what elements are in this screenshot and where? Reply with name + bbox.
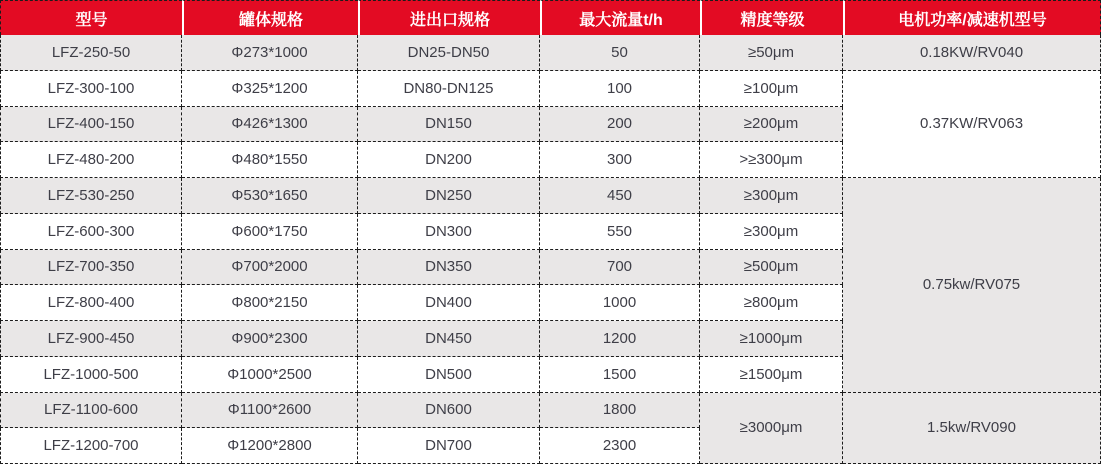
cell-tank-spec: Φ1200*2800 [182,428,358,464]
cell-port-spec: DN200 [358,142,540,178]
cell-max-flow: 200 [540,107,700,143]
cell-port-spec: DN450 [358,321,540,357]
cell-max-flow: 1500 [540,357,700,393]
cell-motor-reducer-merged: 1.5kw/RV090 [843,393,1101,465]
cell-tank-spec: Φ600*1750 [182,214,358,250]
table-row [0,178,1101,214]
cell-model: LFZ-400-150 [0,107,182,143]
cell-port-spec: DN350 [358,250,540,286]
cell-precision: ≥300μm [700,178,843,214]
cell-tank-spec: Φ800*2150 [182,285,358,321]
header-row [0,0,1101,35]
cell-precision: ≥1500μm [700,357,843,393]
table-row [0,393,1101,429]
col-header-precision: 精度等级 [700,0,843,35]
cell-precision-merged: ≥3000μm [700,393,843,465]
cell-precision: ≥50μm [700,35,843,71]
cell-port-spec: DN150 [358,107,540,143]
cell-max-flow: 450 [540,178,700,214]
cell-tank-spec: Φ426*1300 [182,107,358,143]
cell-tank-spec: Φ900*2300 [182,321,358,357]
cell-model: LFZ-700-350 [0,250,182,286]
cell-motor-reducer-merged: 0.37KW/RV063 [843,71,1101,178]
cell-max-flow: 50 [540,35,700,71]
table-row [0,71,1101,107]
col-header-motor-reducer: 电机功率/减速机型号 [843,0,1101,35]
cell-tank-spec: Φ1100*2600 [182,393,358,429]
cell-precision: ≥300μm [700,214,843,250]
cell-model: LFZ-480-200 [0,142,182,178]
cell-port-spec: DN300 [358,214,540,250]
cell-tank-spec: Φ700*2000 [182,250,358,286]
cell-model: LFZ-800-400 [0,285,182,321]
cell-max-flow: 100 [540,71,700,107]
cell-port-spec: DN600 [358,393,540,429]
cell-precision: ≥200μm [700,107,843,143]
cell-port-spec: DN250 [358,178,540,214]
col-header-max-flow: 最大流量t/h [540,0,700,35]
cell-precision: ≥500μm [700,250,843,286]
cell-tank-spec: Φ1000*2500 [182,357,358,393]
cell-max-flow: 1000 [540,285,700,321]
cell-precision: ≥800μm [700,285,843,321]
cell-tank-spec: Φ325*1200 [182,71,358,107]
cell-port-spec: DN700 [358,428,540,464]
cell-motor-reducer: 0.18KW/RV040 [843,35,1101,71]
cell-port-spec: DN80-DN125 [358,71,540,107]
cell-max-flow: 2300 [540,428,700,464]
cell-port-spec: DN500 [358,357,540,393]
cell-model: LFZ-250-50 [0,35,182,71]
cell-max-flow: 1800 [540,393,700,429]
cell-max-flow: 550 [540,214,700,250]
cell-max-flow: 300 [540,142,700,178]
cell-precision: ≥1000μm [700,321,843,357]
cell-tank-spec: Φ530*1650 [182,178,358,214]
col-header-tank-spec: 罐体规格 [182,0,358,35]
cell-model: LFZ-900-450 [0,321,182,357]
cell-port-spec: DN400 [358,285,540,321]
cell-model: LFZ-1100-600 [0,393,182,429]
cell-port-spec: DN25-DN50 [358,35,540,71]
cell-precision: ≥100μm [700,71,843,107]
cell-motor-reducer-merged: 0.75kw/RV075 [843,178,1101,393]
cell-max-flow: 1200 [540,321,700,357]
cell-model: LFZ-530-250 [0,178,182,214]
col-header-model: 型号 [0,0,182,35]
cell-tank-spec: Φ480*1550 [182,142,358,178]
cell-max-flow: 700 [540,250,700,286]
cell-model: LFZ-300-100 [0,71,182,107]
table-row [0,35,1101,71]
cell-model: LFZ-1000-500 [0,357,182,393]
col-header-port-spec: 进出口规格 [358,0,540,35]
cell-precision: >≥300μm [700,142,843,178]
cell-model: LFZ-600-300 [0,214,182,250]
cell-tank-spec: Φ273*1000 [182,35,358,71]
cell-model: LFZ-1200-700 [0,428,182,464]
